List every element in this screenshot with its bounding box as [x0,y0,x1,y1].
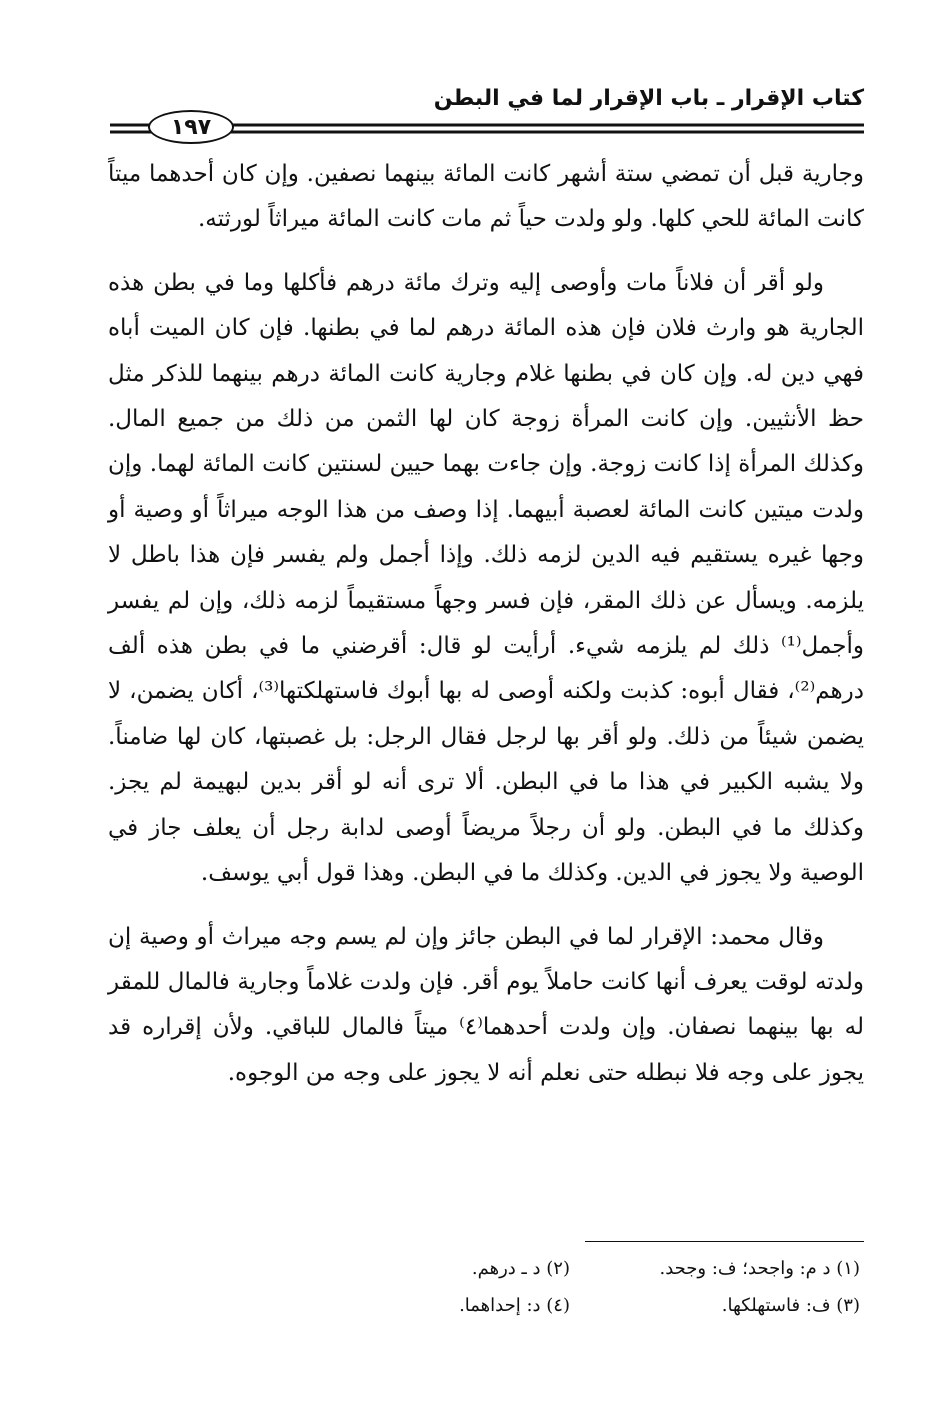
footnote-4: (٤) د: إحداهما. [459,1295,570,1316]
paragraph: وقال محمد: الإقرار لما في البطن جائز وإن لم يسم وجه ميراث أو وصية إن ولدته لوقت يعرف أنها كانت حاملاً يوم أقر. فإن ولدت غلاماً وجارية فالمال للمقر له بها بينهما نصفان. وإن ولدت أحدهما⁽٤⁾ ميتاً فالمال للباقي. ولأن إقراره قد يجوز على وجه فلا نبطله حتى نعلم أنه لا يجوز على وجه من الوجوه. [108,923,864,1086]
footnote-2: (٢) د ـ درهم. [471,1258,570,1279]
footnote-3: (٣) ف: فاستهلكها. [721,1295,860,1316]
footnote-row [300,1258,860,1295]
paragraph: وجارية قبل أن تمضي ستة أشهر كانت المائة بينهما نصفين. وإن كان أحدهما ميتاً كانت المائة للحي كلها. ولو ولدت حياً ثم مات كانت المائة ميراثاً لورثته. [108,161,864,233]
footnote-separator [585,1241,864,1242]
page-number-text: ١٩٧ [170,114,212,140]
paragraph: ولو أقر أن فلاناً مات وأوصى إليه وترك مائة درهم فأكلها وما في بطن هذه الجارية هو وارث فلان فإن هذه المائة درهم لما في بطنها. فإن كان الميت أباه فهي دين له. وإن كان في بطنها غلام وجارية كانت المائة درهم بينهما للذكر مثل حظ الأنثيين. وإن كانت المرأة زوجة كان لها الثمن من ذلك من جميع المال. وكذلك المرأة إذا كانت زوجة. وإن جاءت بهما حيين لسنتين كانت المائة لهما. وإن ولدت ميتين كانت المائة لعصبة أبيهما. إذا وصف من هذا الوجه ميراثاً أو وصية أو وجها غيره يستقيم فيه الدين لزمه ذلك. وإذا أجمل ولم يفسر فإن هذا باطل لا يلزمه. ويسأل عن ذلك المقر، فإن فسر وجهاً مستقيماً لزمه ذلك، وإن لم يفسر وأجمل⁽¹⁾ ذلك لم يلزمه شيء. أرأيت لو قال: أقرضني ما في بطن هذه ألف درهم⁽²⁾، فقال أبوه: كذبت ولكنه أوصى له بها أبوك فاستهلكتها⁽³⁾، أكان يضمن، لا يضمن شيئاً من ذلك. ولو أقر بها لرجل فقال الرجل: بل غصبتها، كان لها ضامناً. ولا يشبه الكبير في هذا ما في البطن. ألا ترى أنه لو أقر بدين لبهيمة لم يجز. وكذلك ما في البطن. ولو أن رجلاً مريضاً أوصى لدابة رجل أن يعلف جاز في الوصية ولا يجوز في الدين. وكذلك ما في البطن. وهذا قول أبي يوسف. [108,269,865,887]
footnote-1: (١) د م: واجحد؛ ف: وجحد. [659,1258,860,1279]
footnotes [300,1258,860,1332]
footnote-row [300,1295,860,1332]
running-header-title: كتاب الإقرار ـ باب الإقرار لما في البطن [433,86,864,111]
page-number [148,110,234,144]
main-text [108,152,864,1096]
